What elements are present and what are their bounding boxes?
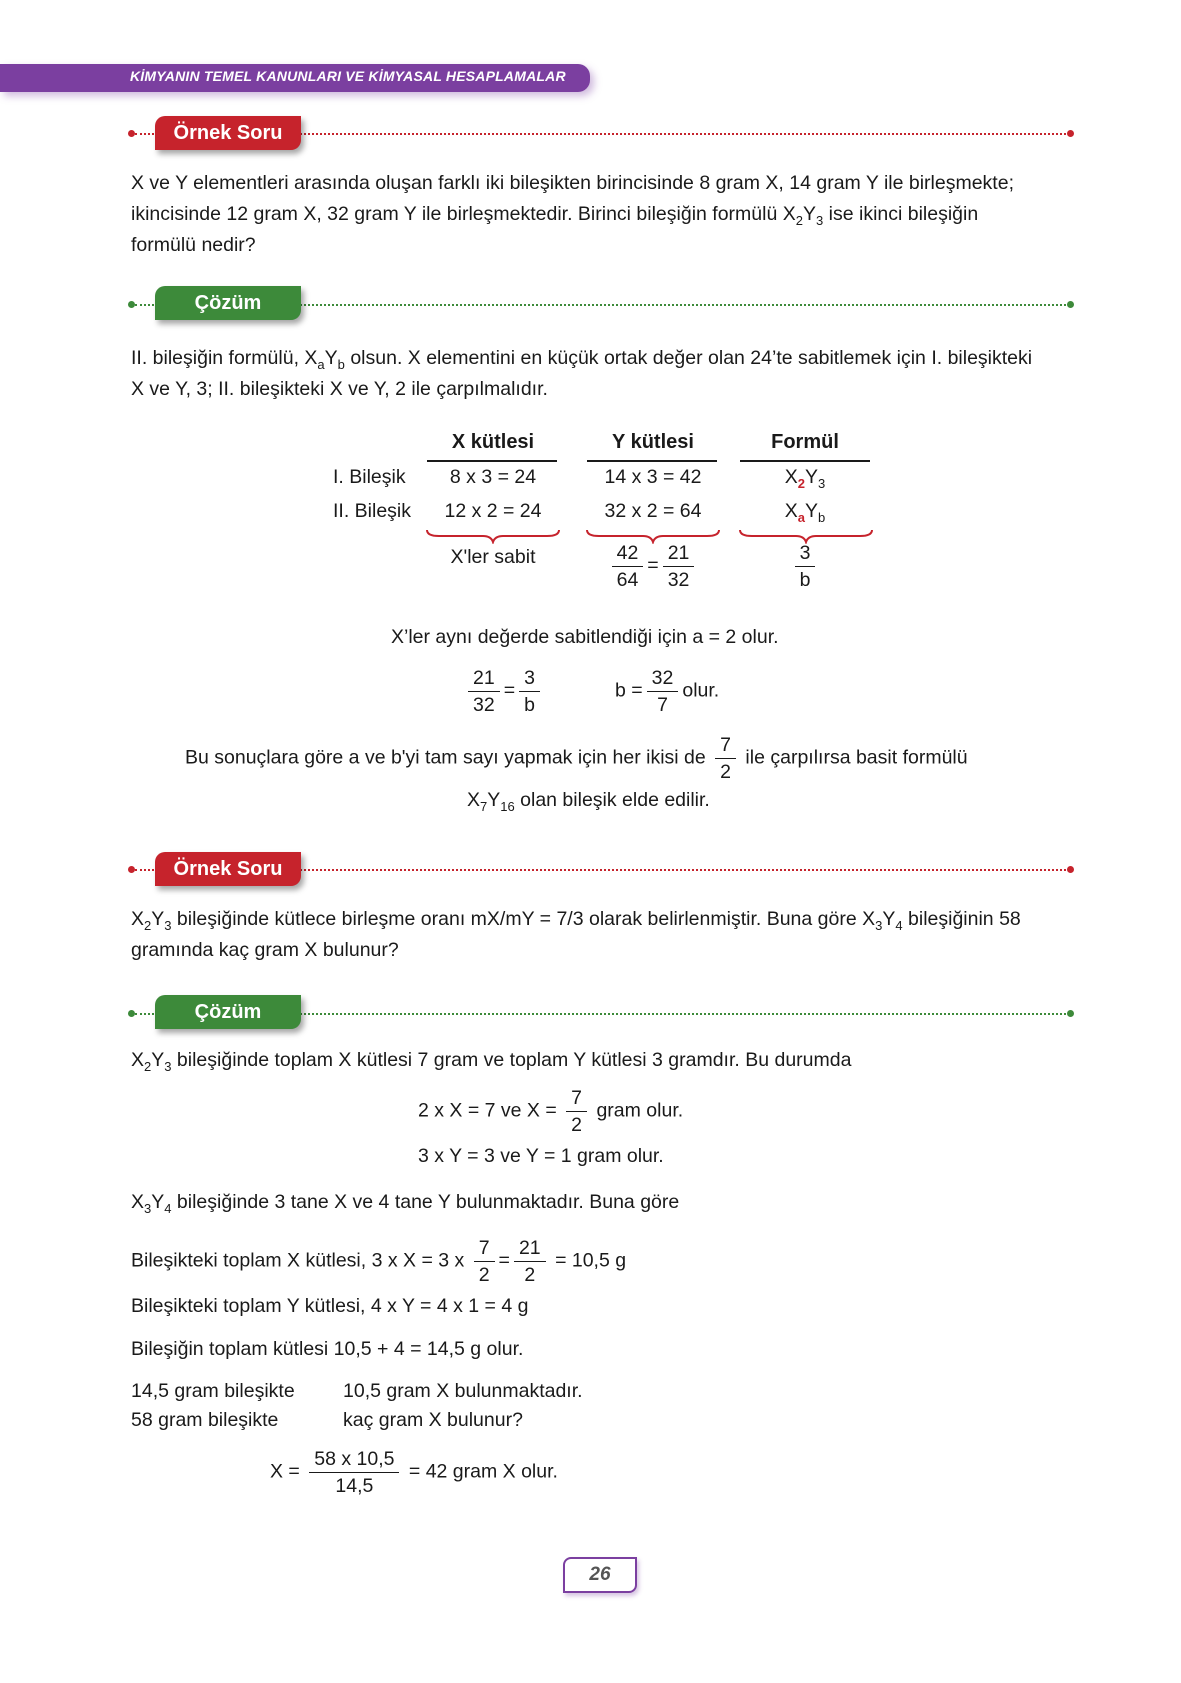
proportion-row-2-value: kaç gram X bulunur? <box>343 1409 523 1431</box>
b-value: b = $\frac{32}{7}$ olur. <box>615 667 720 716</box>
x-constant-note: X'ler sabit <box>450 546 536 568</box>
solution-1-intro: II. bileşiğin formülü, $X_aY_b$ olsun. X elementini en küçük ortak değer olan 24’te sabitlemek için I. bileşikteki X ve Y, 3; II. bileşikteki X ve Y, 2 ile çarpılmalıdır. <box>131 347 1033 400</box>
section-dot-right <box>1067 301 1074 308</box>
section-dot-right <box>1067 130 1074 137</box>
final-formula: $X_7Y_{16}$ olan bileşik elde edilir. <box>467 789 710 814</box>
chapter-header-bar <box>0 64 590 92</box>
cell-formula: $X_2Y_3$ <box>784 466 826 491</box>
cell-x-mass: 8 x 3 = 24 <box>449 466 537 488</box>
section-dot-left <box>128 301 135 308</box>
table-header-formula: Formül <box>771 431 839 453</box>
cell-y-mass: 32 x 2 = 64 <box>604 500 702 522</box>
final-statement: Bu sonuçlara göre a ve b'yi tam sayı yapmak için her ikisi de $\frac{7}{2}$ ile çarpılırsa basit formülü <box>185 734 968 783</box>
section-dot-right <box>1067 1010 1074 1017</box>
solution-tab: Çözüm <box>155 286 301 320</box>
proportion-equation: $\frac{21}{32}$ = $\frac{3}{b}$ <box>464 665 544 718</box>
solution-2-y-calc: 3 x Y = 3 ve Y = 1 gram olur. <box>418 1145 664 1167</box>
solution-2-line-4: $X_3Y_4$ bileşiğinde 3 tane X ve 4 tane Y bulunmaktadır. Buna göre <box>131 1191 680 1216</box>
cell-y-mass: 14 x 3 = 42 <box>604 466 702 488</box>
solution-tab: Çözüm <box>155 995 301 1029</box>
solution-2-x-calc: 2 x X = 7 ve X = $\frac{7}{2}$ gram olur. <box>418 1087 684 1136</box>
solution-2-total-x: Bileşikteki toplam X kütlesi, 3 x X = 3 x $\frac{7}{2}$ = $\frac{21}{2}$ = 10,5 g <box>131 1237 627 1286</box>
a-result: X’ler aynı değerde sabitlendiği için a = 2 olur. <box>391 626 779 648</box>
solution-2-total-mass: Bileşiğin toplam kütlesi 10,5 + 4 = 14,5 g olur. <box>131 1338 524 1360</box>
proportion-row-2-label: 58 gram bileşikte <box>131 1409 279 1431</box>
section-dot-right <box>1067 866 1074 873</box>
row-label: I. Bileşik <box>333 466 406 488</box>
section-dot-left <box>128 130 135 137</box>
row-label: II. Bileşik <box>333 500 412 522</box>
chapter-title: KİMYANIN TEMEL KANUNLARI VE KİMYASAL HESAPLAMALAR <box>130 68 566 84</box>
section-dot-left <box>128 1010 135 1017</box>
example-question-tab: Örnek Soru <box>155 852 301 886</box>
question-2-text: $X_2Y_3$ bileşiğinde kütlece birleşme oranı mX/mY = 7/3 olarak belirlenmiştir. Buna göre $X_3Y_4$ bileşiğinin 58 gramında kaç gram X bulunur? <box>131 908 1021 961</box>
formula-ratio: $\frac{3}{b}$ <box>740 540 870 593</box>
proportion-row-1-value: 10,5 gram X bulunmaktadır. <box>343 1380 583 1402</box>
example-question-tab: Örnek Soru <box>155 116 301 150</box>
section-dot-left <box>128 866 135 873</box>
question-1-text: X ve Y elementleri arasında oluşan farklı iki bileşikten birincisinde 8 gram X, 14 gram Y ile birleşmekte; ikincisinde 12 gram X, 32 gram Y ile birleşmektedir. Birinci bileşiğin formülü $X_2Y_3$ ise ikinci bileşiğin formülü nedir? <box>131 172 1014 256</box>
solution-2-line-1: $X_2Y_3$ bileşiğinde toplam X kütlesi 7 gram ve toplam Y kütlesi 3 gramdır. Bu durumda <box>131 1049 852 1074</box>
cell-formula: $X_aY_b$ <box>784 500 826 525</box>
table-header-x-mass: X kütlesi <box>451 431 535 453</box>
table-header-y-mass: Y kütlesi <box>612 431 694 453</box>
solution-2-total-y: Bileşikteki toplam Y kütlesi, 4 x Y = 4 x 1 = 4 g <box>131 1295 529 1317</box>
cell-x-mass: 12 x 2 = 24 <box>444 500 542 522</box>
y-ratio: $\frac{42}{64}$ = $\frac{21}{32}$ <box>588 540 718 593</box>
proportion-row-1-label: 14,5 gram bileşikte <box>131 1380 295 1402</box>
final-calculation: X = $\frac{58 x 10,5}{14,5}$ = 42 gram X olur. <box>270 1448 558 1497</box>
page-number: 26 <box>563 1557 637 1593</box>
